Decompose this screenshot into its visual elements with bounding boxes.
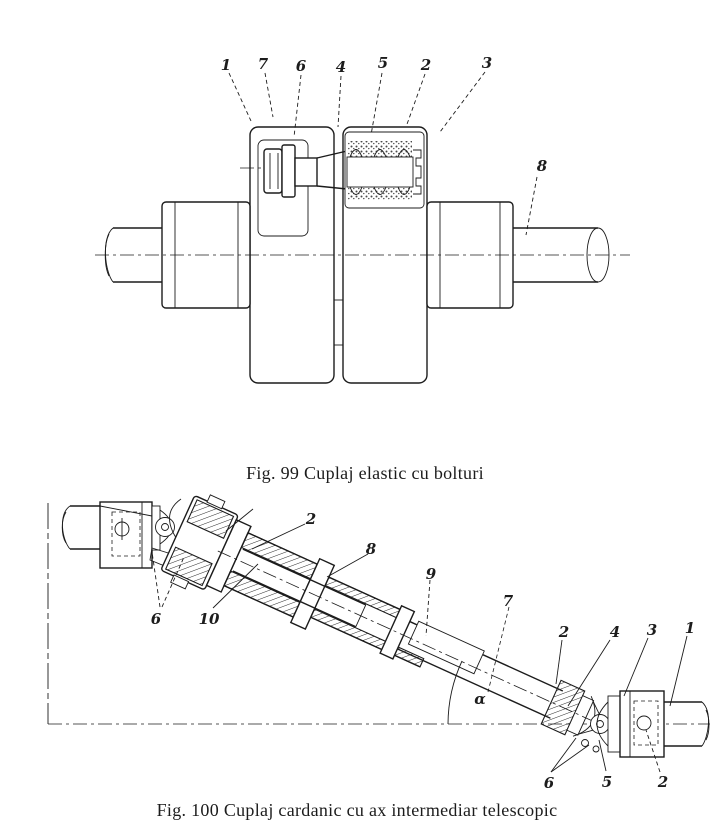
fig99-label-6: 6 (295, 57, 307, 75)
fig100-left-shaft (62, 506, 100, 549)
fig99-caption: Fig. 99 Cuplaj elastic cu bolturi (246, 463, 484, 483)
fig100-left-hub (100, 502, 152, 568)
fig99-label-3: 3 (481, 54, 493, 72)
fig100-inclined-axis (218, 551, 598, 723)
fig100-label-9: 9 (425, 565, 437, 583)
fig99-drawing (95, 54, 630, 483)
fig100-right-hub (620, 691, 664, 757)
fig99-label-5: 5 (377, 54, 389, 72)
fig100-label-6-bottom: 6 (543, 774, 555, 792)
fig100-label-5: 5 (601, 773, 613, 791)
fig100-drawing (48, 489, 710, 820)
fig99-flange-gap (334, 300, 343, 345)
fig99-label-4: 4 (335, 58, 347, 76)
fig100-label-7: 7 (502, 592, 514, 610)
fig99-label-2: 2 (420, 56, 432, 74)
fig100-label-4: 4 (609, 623, 621, 641)
fig99-label-1: 1 (220, 56, 232, 74)
fig100-caption: Fig. 100 Cuplaj cardanic cu ax intermediar telescopic (156, 800, 558, 820)
fig99-label-7: 7 (257, 55, 269, 73)
fig100-label-10: 10 (198, 610, 220, 628)
fig100-label-2-bottom: 2 (657, 773, 669, 791)
fig100-label-8: 8 (365, 540, 377, 558)
fig100-angle-extension-line (488, 607, 509, 692)
fig99-label-8: 8 (536, 157, 548, 175)
fig100-label-6-left: 6 (150, 610, 162, 628)
fig100-label-2-right: 2 (558, 623, 570, 641)
fig100-angle-alpha-label: α (474, 690, 486, 708)
fig100-label-1: 1 (684, 619, 696, 637)
fig99-elastic-sleeve (345, 132, 424, 208)
fig100-label-3: 3 (646, 621, 658, 639)
fig100-label-2-upper: 2 (305, 510, 317, 528)
